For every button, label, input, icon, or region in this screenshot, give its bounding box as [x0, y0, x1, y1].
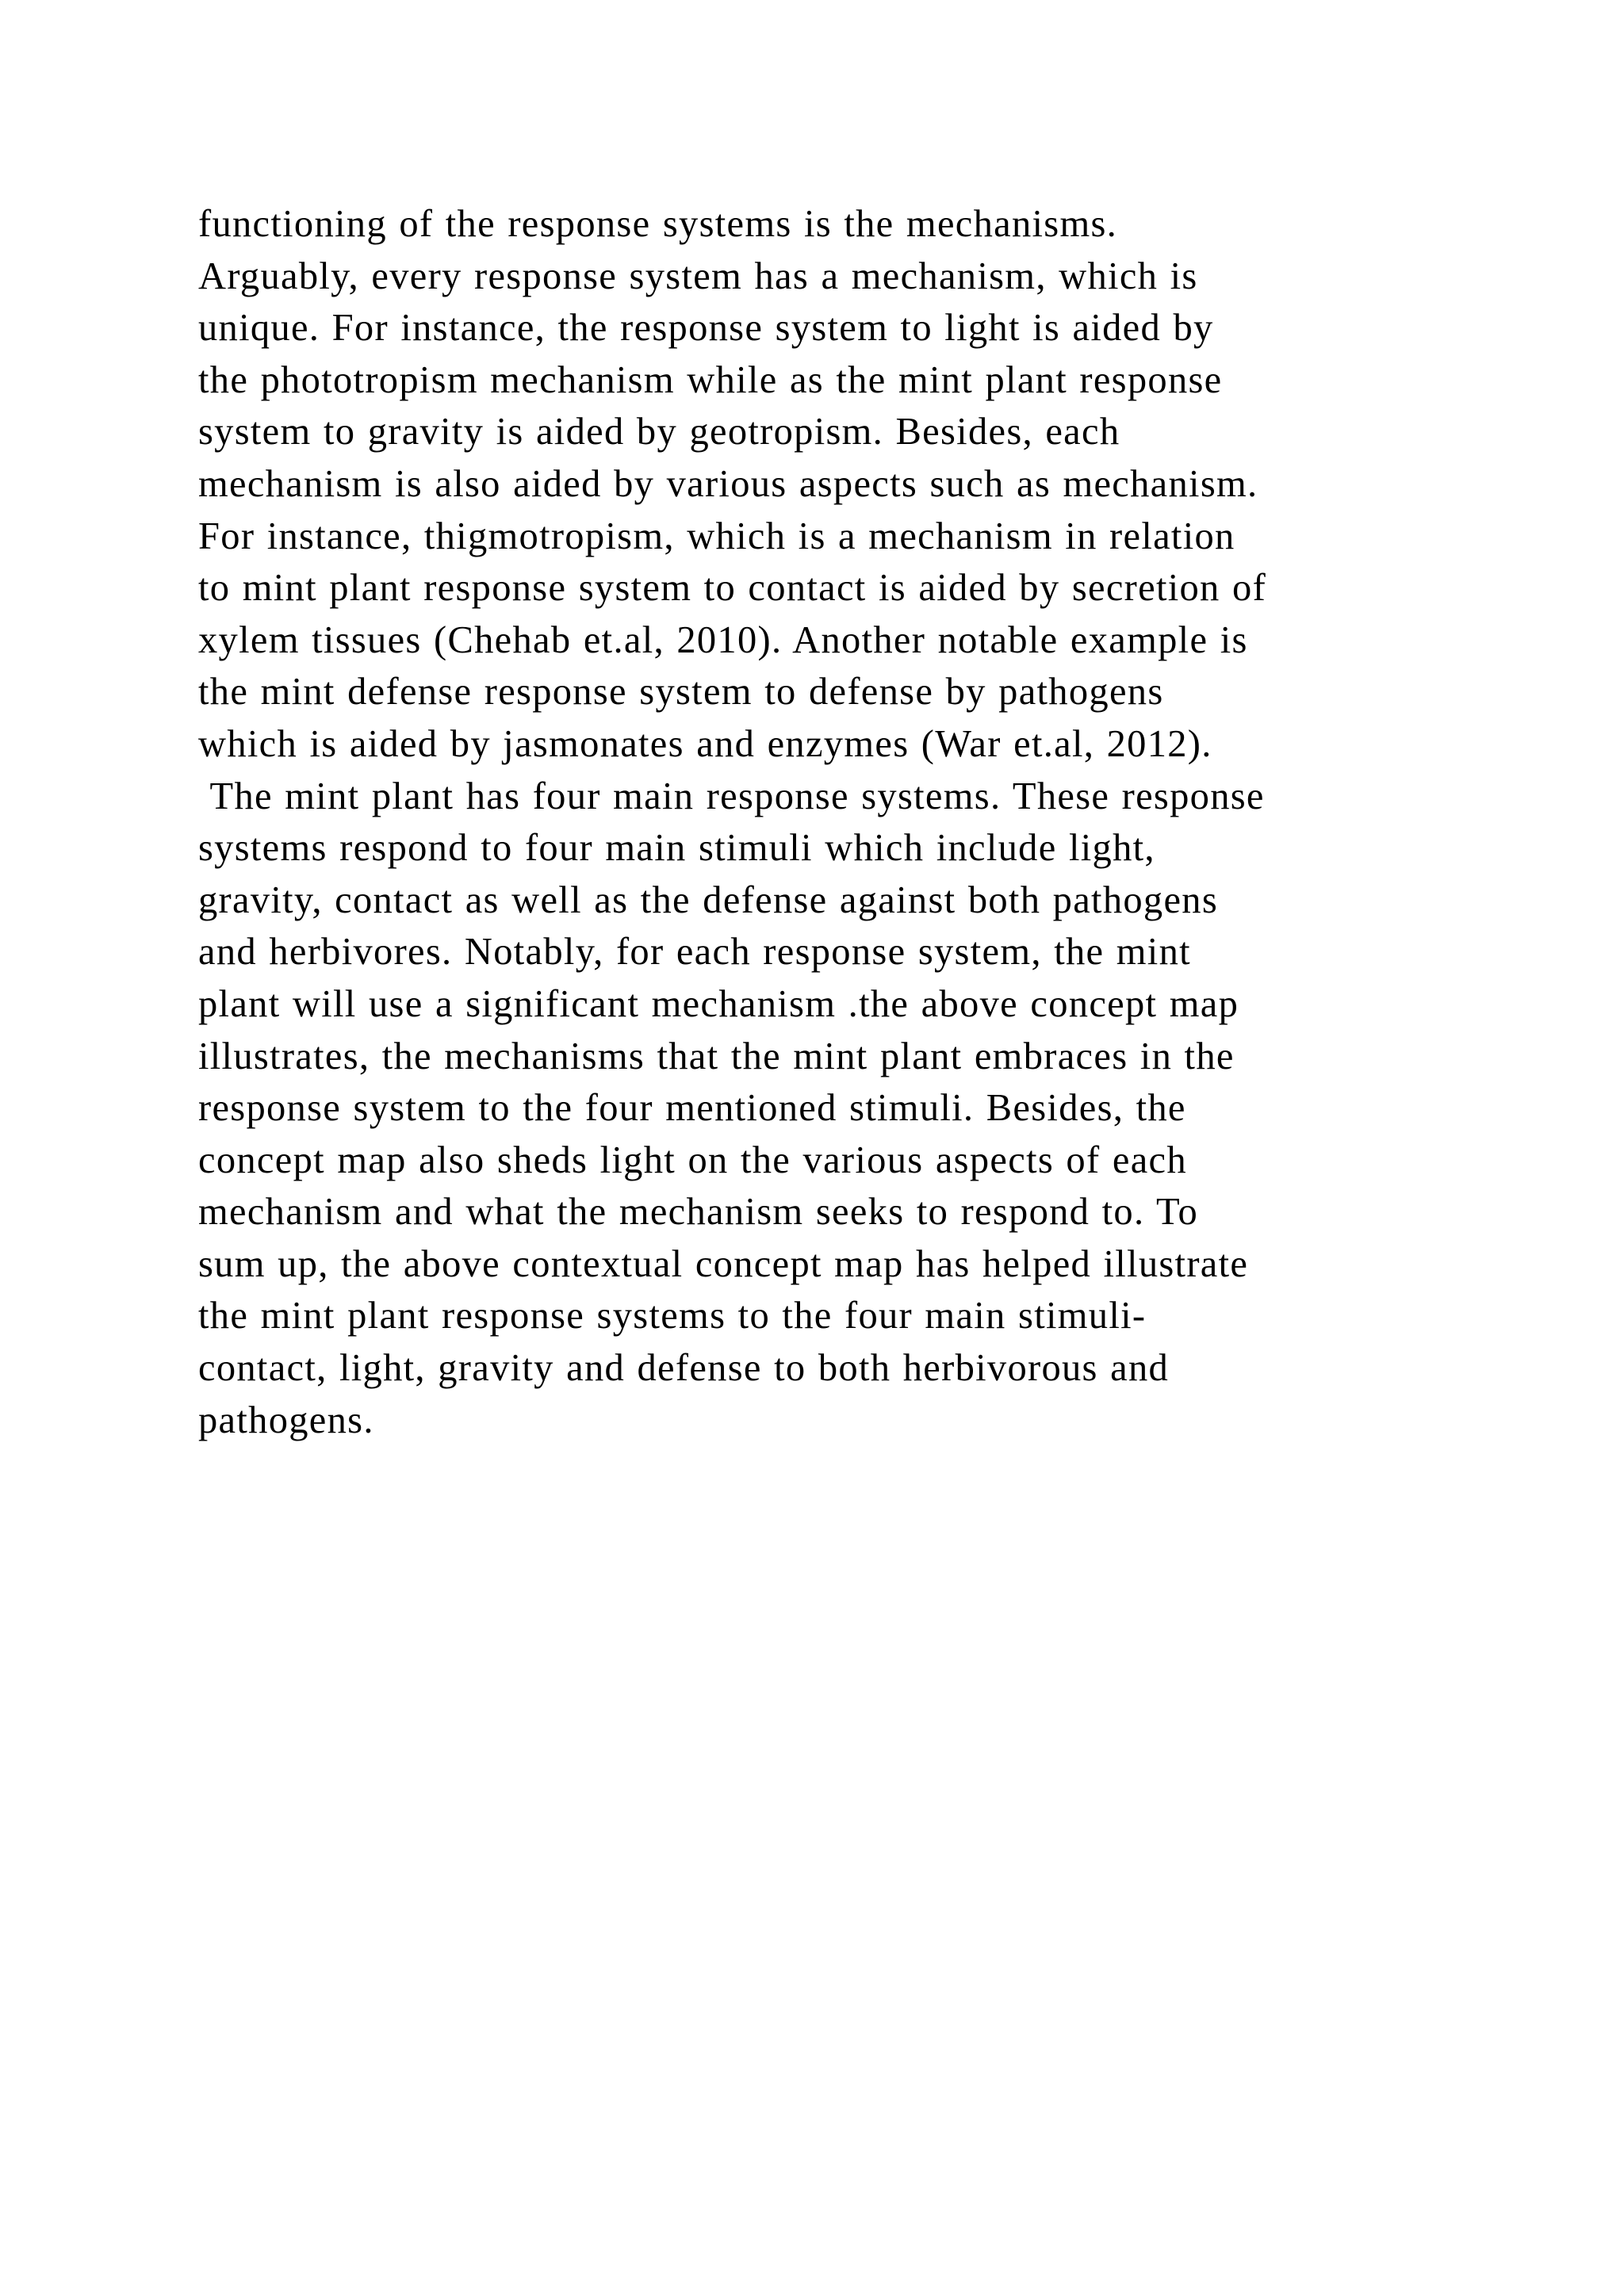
- text-line: systems respond to four main stimuli which include light,: [198, 827, 1155, 870]
- text-line: mechanism is also aided by various aspects such as mechanism.: [198, 462, 1258, 505]
- text-line: pathogens.: [198, 1399, 374, 1441]
- text-line: mechanism and what the mechanism seeks to respond to. To: [198, 1191, 1199, 1234]
- text-line: xylem tissues (Chehab et.al, 2010). Another notable example is: [198, 618, 1248, 661]
- text-line: to mint plant response system to contact is aided by secretion of: [198, 567, 1267, 610]
- text-line: illustrates, the mechanisms that the mint plant embraces in the: [198, 1035, 1235, 1077]
- text-line: The mint plant has four main response systems. These response: [198, 775, 1265, 817]
- text-line: sum up, the above contextual concept map has helped illustrate: [198, 1242, 1249, 1285]
- text-line: the phototropism mechanism while as the mint plant response: [198, 358, 1223, 401]
- body-text: [198, 198, 1499, 1446]
- text-line: gravity, contact as well as the defense against both pathogens: [198, 878, 1219, 921]
- text-line: and herbivores. Notably, for each response system, the mint: [198, 931, 1191, 974]
- text-line: the mint plant response systems to the four main stimuli-: [198, 1295, 1147, 1337]
- text-line: unique. For instance, the response system to light is aided by: [198, 307, 1214, 350]
- text-line: system to gravity is aided by geotropism. Besides, each: [198, 411, 1120, 453]
- text-line: which is aided by jasmonates and enzymes (War et.al, 2012).: [198, 722, 1212, 765]
- text-line: contact, light, gravity and defense to both herbivorous and: [198, 1347, 1170, 1390]
- text-line: concept map also sheds light on the various aspects of each: [198, 1138, 1187, 1181]
- text-line: Arguably, every response system has a mechanism, which is: [198, 254, 1198, 297]
- text-line: the mint defense response system to defense by pathogens: [198, 671, 1164, 714]
- text-line: functioning of the response systems is the mechanisms.: [198, 203, 1118, 245]
- text-line: For instance, thigmotropism, which is a mechanism in relation: [198, 515, 1235, 557]
- text-line: plant will use a significant mechanism .the above concept map: [198, 982, 1239, 1025]
- text-line: response system to the four mentioned stimuli. Besides, the: [198, 1087, 1186, 1130]
